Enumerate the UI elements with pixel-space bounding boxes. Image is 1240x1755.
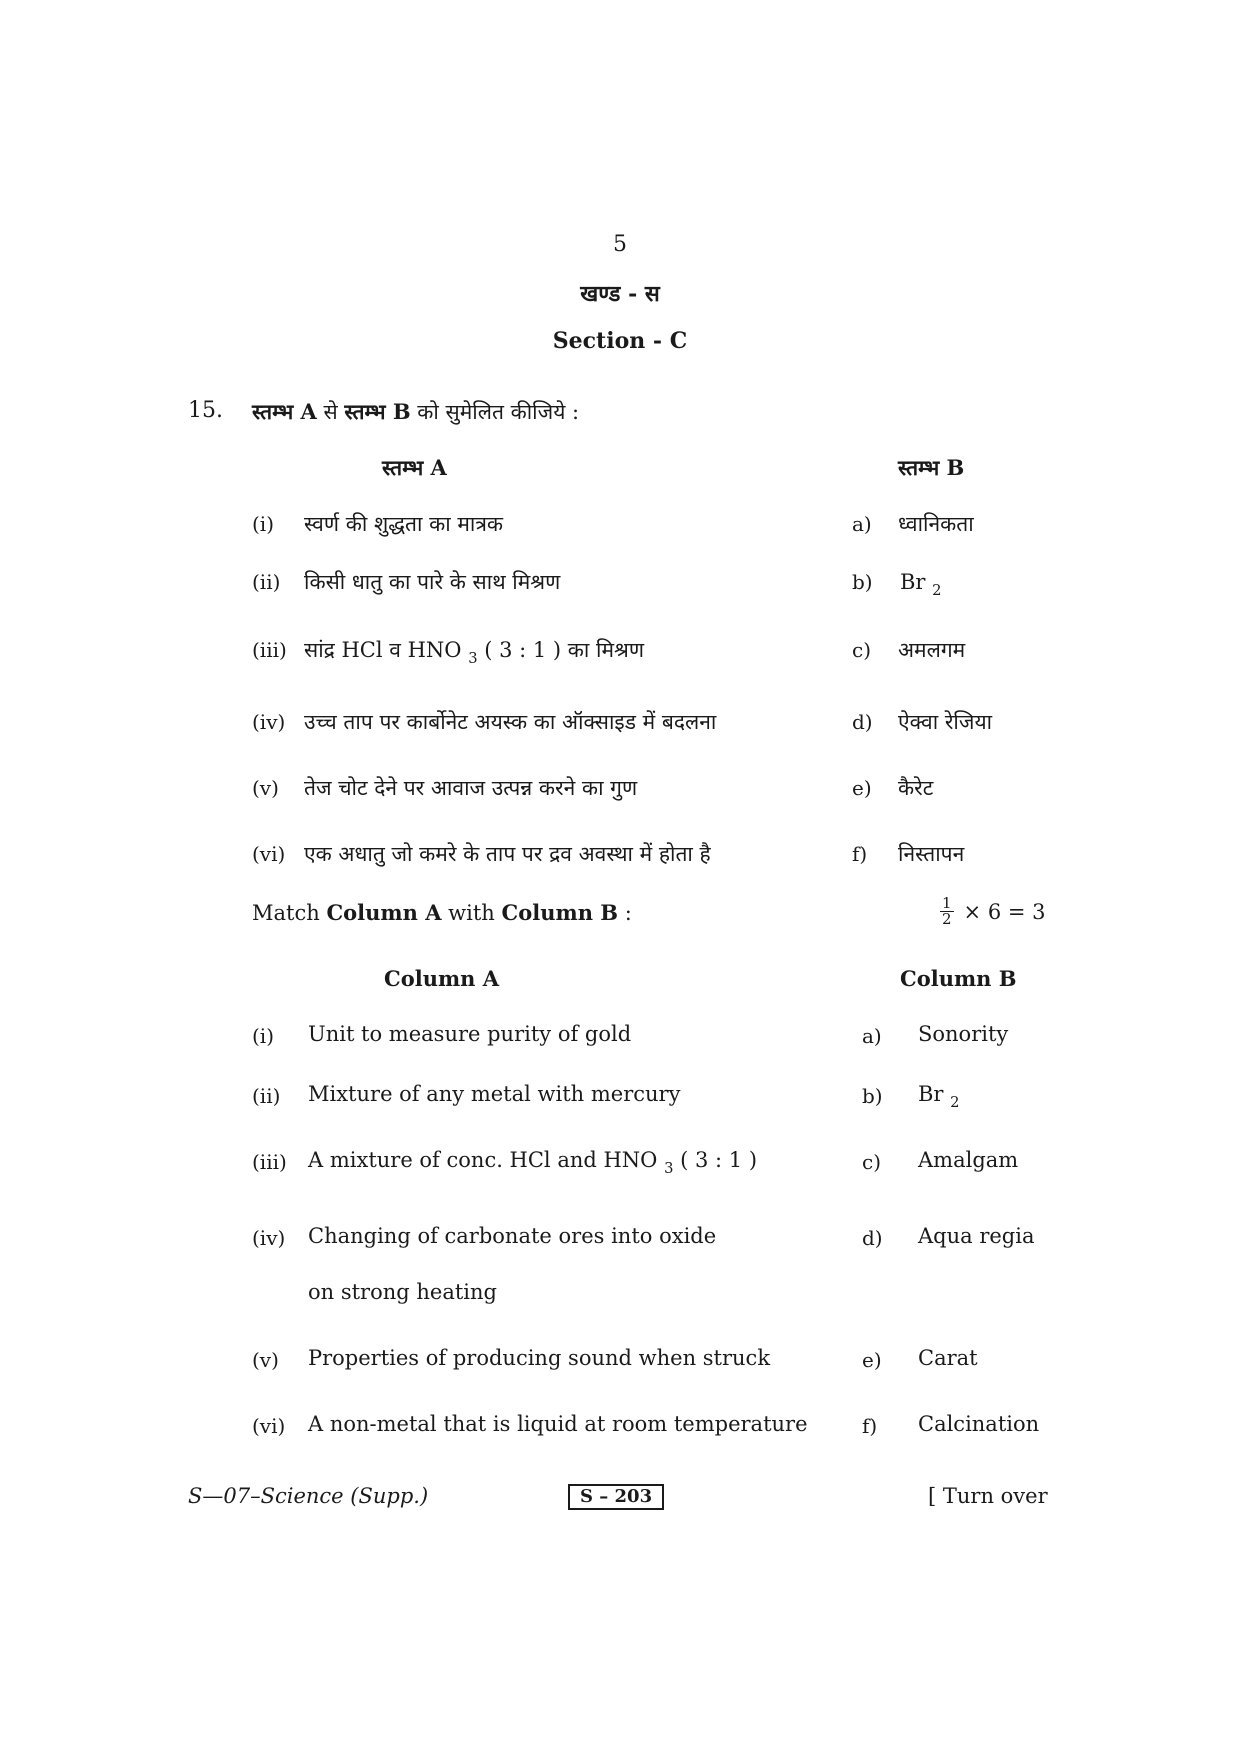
hindi-row-text: एक अधातु जो कमरे के ताप पर द्रव अवस्था में होता है bbox=[304, 842, 711, 866]
hindi-instruction-part3: स्तम्भ B bbox=[344, 399, 411, 424]
hindi-row-letter: f) bbox=[852, 842, 868, 866]
hindi-row-roman: (iii) bbox=[252, 638, 287, 662]
english-instruction-part1: Match bbox=[252, 901, 327, 925]
hindi-row-letter: a) bbox=[852, 512, 872, 536]
english-column-b-heading: Column B bbox=[900, 966, 1017, 991]
english-row-text: Mixture of any metal with mercury bbox=[308, 1082, 681, 1106]
english-row-letter: c) bbox=[862, 1150, 882, 1174]
english-row-text-line2: on strong heating bbox=[308, 1280, 497, 1304]
english-row-text-post: ( 3 : 1 ) bbox=[673, 1148, 758, 1172]
bromine-symbol: Br bbox=[918, 1082, 944, 1106]
hindi-row-letter: e) bbox=[852, 776, 872, 800]
english-row-roman: (v) bbox=[252, 1348, 279, 1372]
bromine-subscript: 2 bbox=[950, 1094, 960, 1111]
question-number: 15. bbox=[188, 398, 223, 423]
english-row-text bbox=[308, 1148, 757, 1177]
hindi-row-roman: (ii) bbox=[252, 570, 281, 594]
hindi-instruction-part2: से bbox=[316, 400, 345, 424]
hindi-row-answer: ऐक्वा रेजिया bbox=[898, 710, 993, 734]
english-row-answer: Sonority bbox=[918, 1022, 1009, 1046]
footer-turn-over: [ Turn over bbox=[928, 1484, 1048, 1508]
hindi-instruction-part1: स्तम्भ A bbox=[252, 399, 317, 424]
marks-allocation bbox=[940, 896, 1046, 927]
english-row-answer: Aqua regia bbox=[918, 1224, 1035, 1248]
english-row-text: Properties of producing sound when struck bbox=[308, 1346, 771, 1370]
hindi-row-text: किसी धातु का पारे के साथ मिश्रण bbox=[304, 570, 561, 594]
hindi-row-text-pre: सांद्र HCl व HNO bbox=[304, 638, 462, 662]
english-instruction-part2: Column A bbox=[326, 900, 442, 925]
hindi-row-text: स्वर्ण की शुद्धता का मात्रक bbox=[304, 512, 504, 536]
hindi-row-text: उच्च ताप पर कार्बोनेट अयस्क का ऑक्साइड में बदलना bbox=[304, 710, 717, 734]
english-row-text: Unit to measure purity of gold bbox=[308, 1022, 632, 1046]
english-instruction-part4: Column B bbox=[501, 900, 619, 925]
marks-fraction bbox=[940, 896, 954, 927]
hindi-row-answer bbox=[900, 570, 942, 599]
hindi-instruction-part4: को सुमेलित कीजिये : bbox=[410, 400, 580, 424]
english-row-roman: (ii) bbox=[252, 1084, 281, 1108]
english-row-letter: f) bbox=[862, 1414, 878, 1438]
english-row-answer bbox=[918, 1082, 960, 1111]
english-row-answer: Carat bbox=[918, 1346, 978, 1370]
english-row-letter: e) bbox=[862, 1348, 882, 1372]
hindi-row-text: तेज चोट देने पर आवाज उत्पन्न करने का गुण bbox=[304, 776, 638, 800]
hindi-row-answer: निस्तापन bbox=[898, 842, 965, 866]
english-row-letter: d) bbox=[862, 1226, 883, 1250]
english-row-roman: (iv) bbox=[252, 1226, 286, 1250]
english-row-answer: Calcination bbox=[918, 1412, 1040, 1436]
hindi-row-letter: b) bbox=[852, 570, 873, 594]
bromine-subscript: 2 bbox=[932, 582, 942, 599]
hindi-column-b-heading: स्तम्भ B bbox=[898, 455, 965, 480]
hindi-row-roman: (i) bbox=[252, 512, 275, 536]
hno3-subscript: 3 bbox=[468, 650, 478, 667]
english-row-letter: a) bbox=[862, 1024, 882, 1048]
page-number: 5 bbox=[613, 232, 627, 257]
marks-expression: × 6 = 3 bbox=[963, 899, 1046, 924]
english-instruction-part3: with bbox=[441, 901, 502, 925]
hindi-row-letter: d) bbox=[852, 710, 873, 734]
english-instruction bbox=[252, 900, 632, 925]
hindi-row-roman: (iv) bbox=[252, 710, 286, 734]
hno3-subscript: 3 bbox=[664, 1160, 674, 1177]
footer-paper-code: S—07–Science (Supp.) bbox=[188, 1484, 429, 1508]
footer-series-box: S – 203 bbox=[568, 1484, 664, 1510]
hindi-row-text-post: ( 3 : 1 ) का मिश्रण bbox=[477, 638, 645, 662]
english-row-answer: Amalgam bbox=[918, 1148, 1019, 1172]
marks-fraction-numerator: 1 bbox=[942, 894, 952, 912]
hindi-column-a-heading: स्तम्भ A bbox=[382, 455, 447, 480]
hindi-row-answer: अमलगम bbox=[898, 638, 966, 662]
english-row-text-pre: A mixture of conc. HCl and HNO bbox=[308, 1148, 658, 1172]
hindi-row-roman: (v) bbox=[252, 776, 279, 800]
hindi-row-text bbox=[304, 636, 644, 667]
hindi-row-answer: ध्वानिकता bbox=[898, 512, 974, 536]
english-row-letter: b) bbox=[862, 1084, 883, 1108]
marks-fraction-denominator: 2 bbox=[942, 910, 952, 928]
hindi-instruction bbox=[252, 398, 579, 426]
english-row-roman: (i) bbox=[252, 1024, 275, 1048]
english-row-roman: (iii) bbox=[252, 1150, 287, 1174]
bromine-symbol: Br bbox=[900, 570, 926, 594]
english-instruction-part5: : bbox=[618, 901, 632, 925]
english-row-text: Changing of carbonate ores into oxide bbox=[308, 1224, 717, 1248]
english-row-text: A non-metal that is liquid at room temperature bbox=[308, 1412, 808, 1436]
english-column-a-heading: Column A bbox=[384, 966, 500, 991]
hindi-row-roman: (vi) bbox=[252, 842, 286, 866]
section-title-hindi: खण्ड - स bbox=[580, 281, 660, 307]
hindi-row-letter: c) bbox=[852, 638, 872, 662]
section-title-english: Section - C bbox=[552, 328, 688, 354]
hindi-row-answer: कैरेट bbox=[898, 776, 934, 800]
english-row-roman: (vi) bbox=[252, 1414, 286, 1438]
